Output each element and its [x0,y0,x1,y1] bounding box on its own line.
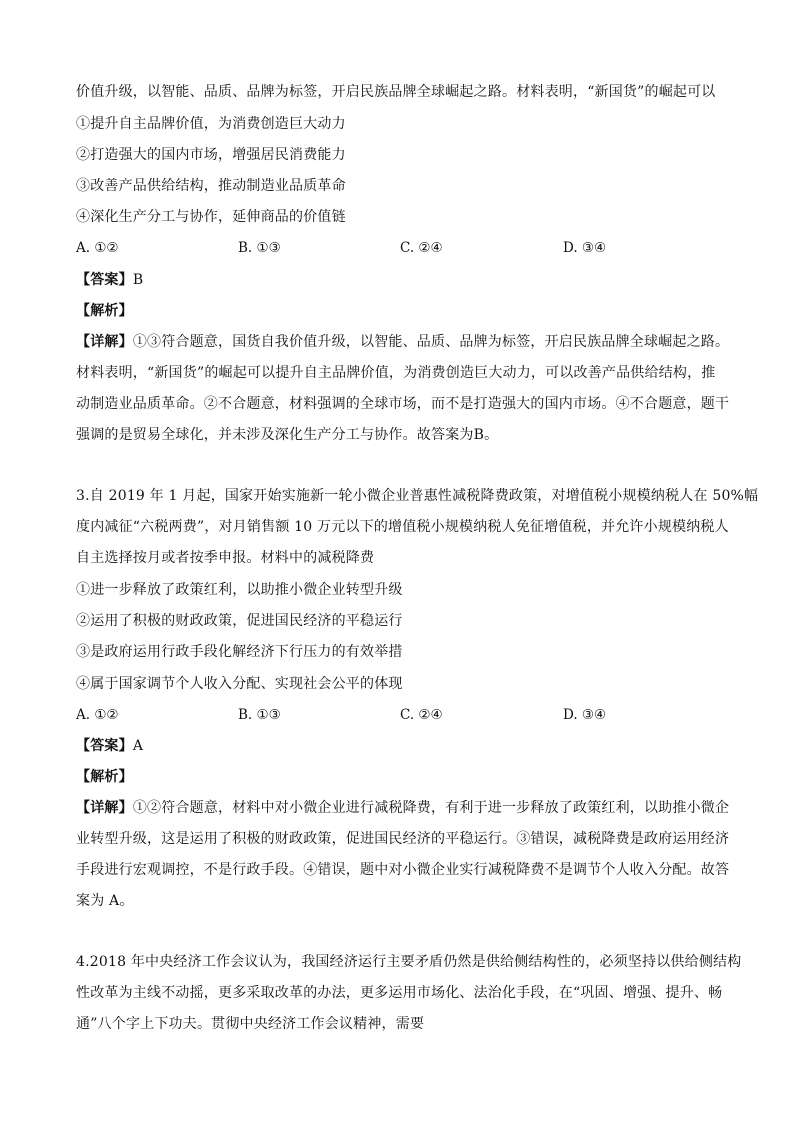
q2-item-2: ②打造强大的国内市场，增强居民消费能力 [76,147,346,163]
q3-stem-line-3: 自主选择按月或者按季申报。材料中的减税降费 [76,550,375,566]
q3-option-c: C. ②④ [400,707,443,723]
q3-item-3: ③是政府运用行政手段化解经济下行压力的有效举措 [76,644,403,660]
q2-detail-line-2: 材料表明，“新国货”的崛起可以提升自主品牌价值，为消费创造巨大动力，可以改善产品供给结构，推 [76,365,716,381]
detail-label: 【详解】 [76,800,133,816]
q3-stem-line-1: 3.自 2019 年 1 月起，国家开始实施新一轮小微企业普惠性减税降费政策，对增值税小规模纳税人在 50%幅 [76,488,759,504]
q2-option-b: B. ①③ [238,240,281,256]
answer-label: 【答案】 [76,738,133,754]
q2-analysis-label: 【解析】 [76,303,133,319]
detail-label: 【详解】 [76,334,133,350]
q3-item-1: ①进一步释放了政策红利，以助推小微企业转型升级 [76,582,403,598]
q2-detail-line-4: 强调的是贸易全球化，并未涉及深化生产分工与协作。故答案为B。 [76,427,499,443]
q3-option-a: A. ①② [76,707,119,723]
q2-item-1: ①提升自主品牌价值，为消费创造巨大动力 [76,116,346,132]
q2-option-c: C. ②④ [400,240,443,256]
answer-label: 【答案】 [76,272,133,288]
q4-stem-line-2: 性改革为主线不动摇，更多采取改革的办法，更多运用市场化、法治化手段，在“巩固、增强、提升、畅 [76,985,723,1001]
q3-option-b: B. ①③ [238,707,281,723]
q2-item-3: ③改善产品供给结构，推动制造业品质革命 [76,178,346,194]
q3-detail-line-4: 案为 A。 [76,893,134,909]
q2-option-a: A. ①② [76,240,119,256]
q2-item-4: ④深化生产分工与协作，延伸商品的价值链 [76,209,346,225]
q3-detail-line-1 [76,798,730,818]
answer-value: B [132,272,144,288]
q3-answer [76,736,726,756]
answer-value: A [132,738,144,754]
q2-detail-line-3: 动制造业品质革命。②不合题意，材料强调的全球市场，而不是打造强大的国内市场。④不合题意，题干 [76,396,730,412]
q3-item-2: ②运用了积极的财政政策，促进国民经济的平稳运行 [76,613,403,629]
q2-detail-line-1 [76,332,730,352]
q3-analysis-label: 【解析】 [76,769,133,785]
q2-answer [76,270,726,290]
q3-detail-line-3: 手段进行宏观调控，不是行政手段。④错误，题中对小微企业实行减税降费不是调节个人收入分配。故答 [76,862,730,878]
detail-text: ①②符合题意，材料中对小微企业进行减税降费，有利于进一步释放了政策红利，以助推小微企 [132,800,730,816]
q2-stem-tail: 价值升级，以智能、品质、品牌为标签，开启民族品牌全球崛起之路。材料表明，“新国货”的崛起可以 [76,84,716,100]
q3-detail-line-2: 业转型升级，这是运用了积极的财政政策，促进国民经济的平稳运行。③错误，减税降费是政府运用经济 [76,831,730,847]
q4-stem-line-3: 通”八个字上下功夫。贯彻中央经济工作会议精神，需要 [76,1016,425,1032]
detail-text: ①③符合题意，国货自我价值升级，以智能、品质、品牌为标签，开启民族品牌全球崛起之路。 [132,334,730,350]
q3-option-d: D. ③④ [563,707,607,723]
q4-stem-line-1: 4.2018 年中央经济工作会议认为，我国经济运行主要矛盾仍然是供给侧结构性的，必须坚持以供给侧结构 [76,954,742,970]
q3-item-4: ④属于国家调节个人收入分配、实现社会公平的体现 [76,676,403,692]
q2-option-d: D. ③④ [563,240,607,256]
q3-stem-line-2: 度内减征“六税两费”，对月销售额 10 万元以下的增值税小规模纳税人免征增值税，并允许小规模纳税人 [76,519,729,535]
